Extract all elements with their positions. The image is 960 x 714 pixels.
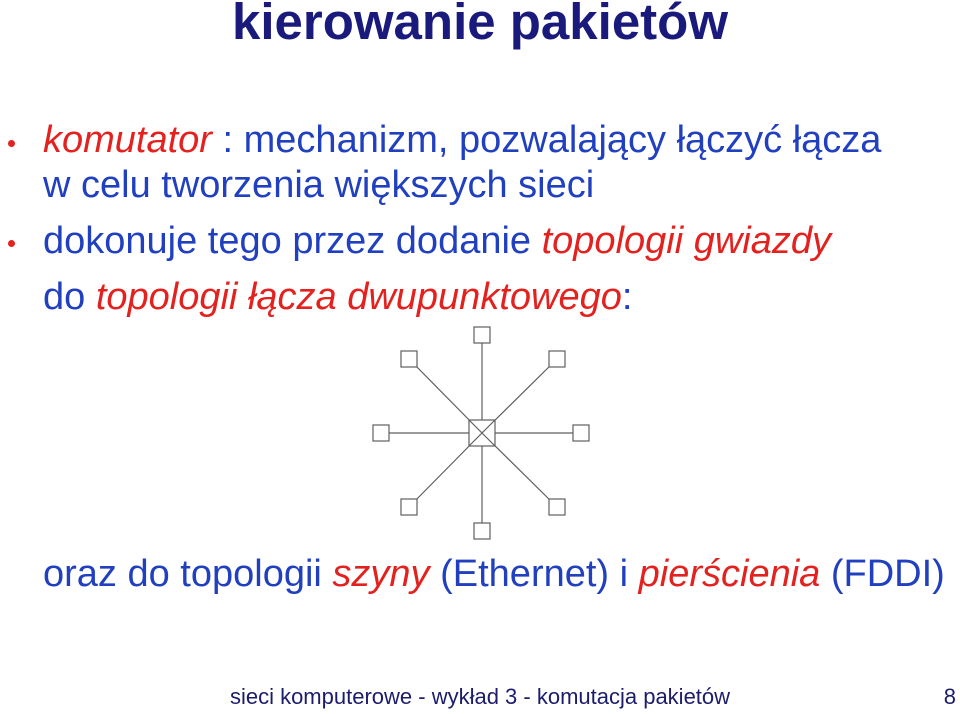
bottom-lead-text: oraz do topologii <box>43 553 333 595</box>
bullet-1-definition: : mechanizm, pozwalający łączyć łącza <box>211 119 882 161</box>
page-number: 8 <box>943 684 956 709</box>
leaf-node-top-left <box>401 351 417 367</box>
term-pierscienia: pierścienia <box>638 553 821 595</box>
star-topology-diagram <box>360 315 600 545</box>
term-komutator: komutator <box>43 119 212 161</box>
leaf-node-bottom <box>474 523 490 539</box>
slide-title: kierowanie pakietów <box>231 0 728 50</box>
bottom-topologies-line <box>43 552 945 596</box>
term-topologii-lacza-dwupunktowego: topologii łącza dwupunktowego <box>95 276 622 318</box>
leaf-node-bottom-right <box>549 499 565 515</box>
footer-caption: sieci komputerowe - wykład 3 - komutacja pakietów <box>229 684 731 709</box>
continuation-tail-text: : <box>621 276 633 318</box>
bullet-2-line <box>43 219 831 263</box>
bullet-dot-1 <box>8 140 15 147</box>
continuation-lead-text: do <box>43 276 96 318</box>
bottom-middle-text: (Ethernet) i <box>429 553 639 595</box>
leaf-node-left <box>373 425 389 441</box>
bullet-1-line-2: w celu tworzenia większych sieci <box>43 164 595 206</box>
leaf-node-top-right <box>549 351 565 367</box>
leaf-node-right <box>573 425 589 441</box>
term-szyny: szyny <box>332 553 430 595</box>
leaf-node-bottom-left <box>401 499 417 515</box>
leaf-node-top <box>474 327 490 343</box>
bullet-dot-2 <box>8 240 15 247</box>
term-topologii-gwiazdy: topologii gwiazdy <box>541 220 832 262</box>
bullet-1-line-1 <box>43 118 881 162</box>
bottom-tail-text: (FDDI) <box>820 553 945 595</box>
bullet-2-continuation-line <box>43 275 632 319</box>
bullet-2-lead-text: dokonuje tego przez dodanie <box>43 220 542 262</box>
